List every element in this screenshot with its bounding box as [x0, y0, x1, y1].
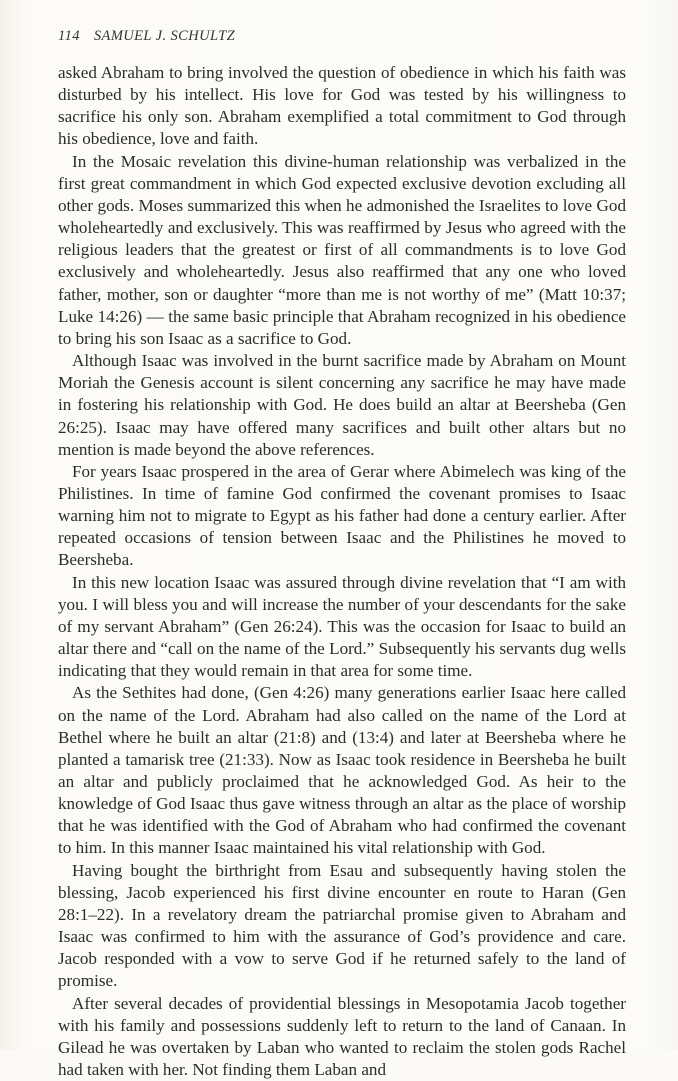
page-number: 114 [58, 28, 80, 44]
paragraph-8: After several decades of providential blessings in Mesopotamia Jacob together with his family and possessions suddenly left to return to the land of Canaan. In Gilead he was overtaken by Laban who wanted to reclaim the stolen gods Rachel had taken with her. Not finding them Laban and [58, 993, 626, 1080]
paragraph-2: In the Mosaic revelation this divine-human relationship was verbalized in the first great commandment in which God expected exclusive devotion excluding all other gods. Moses summarized this when he admonished the Israelites to love God wholeheartedly and exclusively. This was reaffirmed by Jesus who agreed with the religious leaders that the greatest or first of all commandments is to love God exclusively and wholeheartedly. Jesus also reaffirmed that any one who loved father, mother, son or daughter “more than me is not worthy of me” (Matt 10:37; Luke 14:26) — the same basic principle that Abraham recognized in his obedience to bring his son Isaac as a sacrifice to God. [58, 151, 626, 348]
body-text [58, 62, 626, 1081]
paragraph-6: As the Sethites had done, (Gen 4:26) many generations earlier Isaac here called on the name of the Lord. Abraham had also called on the name of the Lord at Bethel where he built an altar (21:8) and (13:4) and later at Beersheba where he planted a tamarisk tree (21:33). Now as Isaac took residence in Beersheba he built an altar and publicly proclaimed that he acknowledged God. As heir to the knowledge of God Isaac thus gave witness through an altar as the place of worship that he was identified with the God of Abraham who had confirmed the covenant to him. In this manner Isaac maintained his vital relationship with God. [58, 683, 626, 858]
paragraph-4: For years Isaac prospered in the area of Gerar where Abimelech was king of the Philistines. In time of famine God confirmed the covenant promises to Isaac warning him not to migrate to Egypt as his father had done a century earlier. After repeated occasions of tension between Isaac and the Philistines he moved to Beersheba. [58, 461, 626, 570]
paragraph-5: In this new location Isaac was assured through divine revelation that “I am with you. I will bless you and will increase the number of your descendants for the sake of my servant Abraham” (Gen 26:24). This was the occasion for Isaac to build an altar there and “call on the name of the Lord.” Subsequently his servants dug wells indicating that they would remain in that area for some time. [58, 572, 626, 681]
paragraph-3: Although Isaac was involved in the burnt sacrifice made by Abraham on Mount Moriah the Genesis account is silent concerning any sacrifice he may have made in fostering his relationship with God. He does build an altar at Beersheba (Gen 26:25). Isaac may have offered many sacrifices and built other altars but no mention is made beyond the above references. [58, 351, 626, 459]
paragraph-1: asked Abraham to bring involved the question of obedience in which his faith was disturbed by his intellect. His love for God was tested by his willingness to sacrifice his only son. Abraham exemplified a total commitment to God through his obedience, love and faith. [58, 63, 626, 149]
running-title: SAMUEL J. SCHULTZ [93, 28, 236, 44]
paragraph-7: Having bought the birthright from Esau and subsequently having stolen the blessing, Jacob experienced his first divine encounter en route to Haran (Gen 28:1–22). In a revelatory dream the patriarchal promise given to Abraham and Isaac was confirmed to him with the assurance of God’s providence and care. Jacob responded with a vow to serve God if he returned safely to the land of promise. [58, 860, 626, 991]
running-header [58, 28, 235, 45]
